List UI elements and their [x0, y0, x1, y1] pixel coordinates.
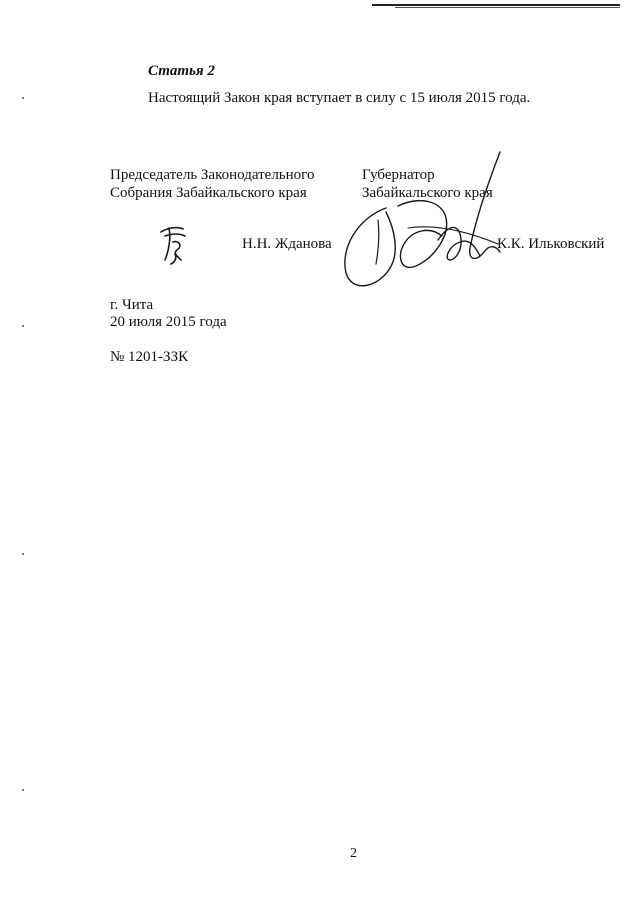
margin-mark: [22, 97, 24, 99]
date: 20 июля 2015 года: [110, 314, 227, 330]
chair-name: Н.Н. Жданова: [242, 236, 332, 252]
governor-position-line1: Губернатор: [362, 167, 435, 183]
governor-name: К.К. Ильковский: [497, 236, 605, 252]
chair-position-line2: Собрания Забайкальского края: [110, 185, 307, 201]
margin-mark: [22, 789, 24, 791]
chair-position-line1: Председатель Законодательного: [110, 167, 315, 183]
article-heading: Статья 2: [148, 63, 215, 79]
top-rule: [372, 4, 620, 6]
page-number: 2: [350, 846, 357, 861]
place: г. Чита: [110, 297, 154, 313]
article-text: Настоящий Закон края вступает в силу с 15 июля 2015 года.: [148, 90, 531, 106]
chair-signature: [155, 220, 191, 268]
margin-mark: [22, 325, 24, 327]
top-rule-thin: [395, 7, 620, 8]
margin-mark: [22, 553, 24, 555]
document-number: № 1201-ЗЗК: [110, 349, 189, 365]
governor-signature: [338, 148, 513, 298]
governor-position-line2: Забайкальского края: [362, 185, 493, 201]
